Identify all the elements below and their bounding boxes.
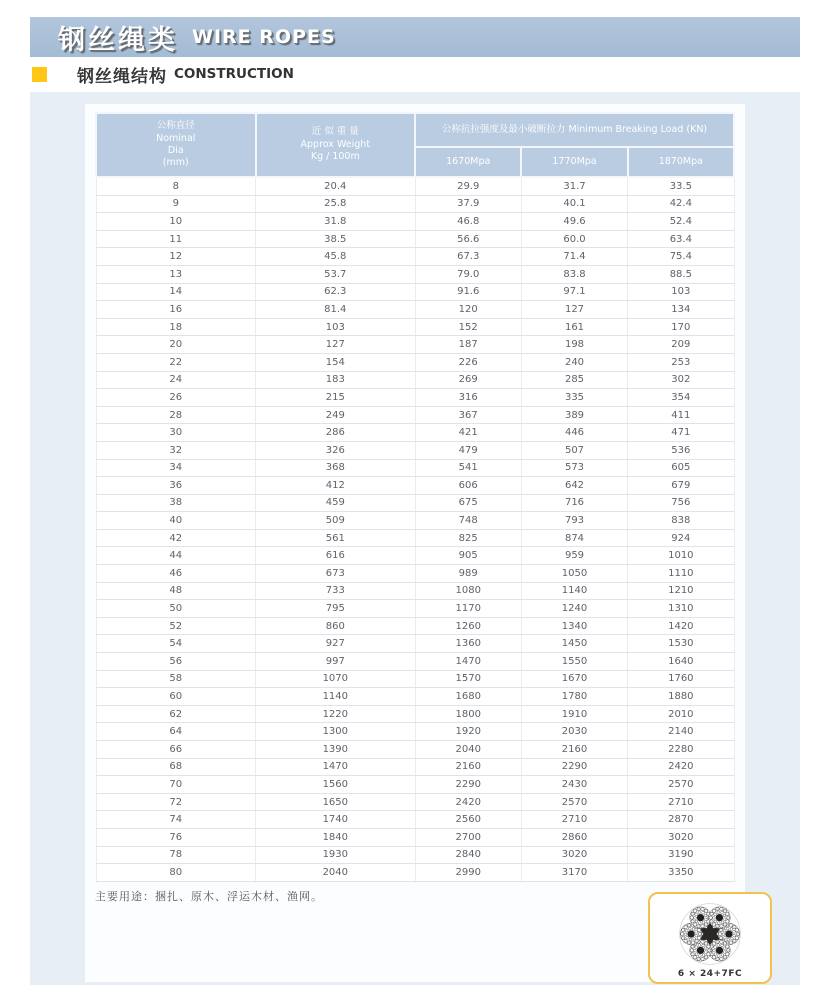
table-cell: 64 bbox=[96, 723, 256, 741]
table-cell: 18 bbox=[96, 318, 256, 336]
table-row bbox=[96, 177, 734, 195]
table-cell: 127 bbox=[521, 301, 627, 319]
table-cell: 72 bbox=[96, 793, 256, 811]
table-cell: 71.4 bbox=[521, 248, 627, 266]
table-cell: 959 bbox=[521, 547, 627, 565]
table-cell: 1420 bbox=[628, 617, 734, 635]
table-cell: 63.4 bbox=[628, 230, 734, 248]
table-cell: 675 bbox=[415, 494, 521, 512]
table-cell: 927 bbox=[256, 635, 416, 653]
rope-cross-section-box bbox=[648, 892, 772, 984]
table-cell: 507 bbox=[521, 441, 627, 459]
table-cell: 1360 bbox=[415, 635, 521, 653]
table-cell: 459 bbox=[256, 494, 416, 512]
table-cell: 2040 bbox=[256, 864, 416, 882]
table-row bbox=[96, 336, 734, 354]
section-title-en: CONSTRUCTION bbox=[174, 66, 294, 82]
table-cell: 1010 bbox=[628, 547, 734, 565]
table-cell: 152 bbox=[415, 318, 521, 336]
table-cell: 49.6 bbox=[521, 213, 627, 231]
table-row bbox=[96, 213, 734, 231]
table-row bbox=[96, 529, 734, 547]
table-cell: 2430 bbox=[521, 776, 627, 794]
table-cell: 33.5 bbox=[628, 177, 734, 195]
table-cell: 30 bbox=[96, 424, 256, 442]
table-row bbox=[96, 265, 734, 283]
table-row bbox=[96, 494, 734, 512]
table-cell: 44 bbox=[96, 547, 256, 565]
table-cell: 2860 bbox=[521, 828, 627, 846]
table-cell: 2010 bbox=[628, 705, 734, 723]
table-cell: 31.8 bbox=[256, 213, 416, 231]
table-cell: 97.1 bbox=[521, 283, 627, 301]
table-row bbox=[96, 301, 734, 319]
table-cell: 541 bbox=[415, 459, 521, 477]
table-row bbox=[96, 635, 734, 653]
table-cell: 46.8 bbox=[415, 213, 521, 231]
table-cell: 24 bbox=[96, 371, 256, 389]
table-cell: 8 bbox=[96, 177, 256, 195]
table-cell: 209 bbox=[628, 336, 734, 354]
table-cell: 9 bbox=[96, 195, 256, 213]
table-cell: 29.9 bbox=[415, 177, 521, 195]
table-cell: 642 bbox=[521, 477, 627, 495]
table-cell: 68 bbox=[96, 758, 256, 776]
rope-construction-label: 6 × 24+7FC bbox=[677, 969, 743, 979]
table-cell: 1300 bbox=[256, 723, 416, 741]
table-row bbox=[96, 512, 734, 530]
table-row bbox=[96, 283, 734, 301]
table-row bbox=[96, 195, 734, 213]
header-breaking-load-group: 公称抗拉强度及最小破断拉力 Minimum Breaking Load (KN) bbox=[415, 113, 734, 147]
table-row bbox=[96, 318, 734, 336]
table-cell: 536 bbox=[628, 441, 734, 459]
table-cell: 1760 bbox=[628, 670, 734, 688]
table-cell: 1910 bbox=[521, 705, 627, 723]
table-cell: 1930 bbox=[256, 846, 416, 864]
table-cell: 1240 bbox=[521, 600, 627, 618]
table-cell: 34 bbox=[96, 459, 256, 477]
table-cell: 421 bbox=[415, 424, 521, 442]
table-cell: 389 bbox=[521, 406, 627, 424]
usage-note: 主要用途：捆扎、原木、浮运木材、渔网。 bbox=[95, 890, 323, 903]
table-row bbox=[96, 459, 734, 477]
table-cell: 67.3 bbox=[415, 248, 521, 266]
table-cell: 58 bbox=[96, 670, 256, 688]
table-cell: 367 bbox=[415, 406, 521, 424]
table-cell: 28 bbox=[96, 406, 256, 424]
table-cell: 3020 bbox=[628, 828, 734, 846]
page-header-bar bbox=[30, 17, 800, 57]
table-cell: 1080 bbox=[415, 582, 521, 600]
table-row bbox=[96, 477, 734, 495]
table-cell: 56.6 bbox=[415, 230, 521, 248]
table-cell: 2290 bbox=[415, 776, 521, 794]
table-cell: 1780 bbox=[521, 688, 627, 706]
table-cell: 924 bbox=[628, 529, 734, 547]
table-row bbox=[96, 582, 734, 600]
table-row bbox=[96, 565, 734, 583]
table-cell: 249 bbox=[256, 406, 416, 424]
table-cell: 286 bbox=[256, 424, 416, 442]
table-cell: 1050 bbox=[521, 565, 627, 583]
table-cell: 673 bbox=[256, 565, 416, 583]
table-cell: 1680 bbox=[415, 688, 521, 706]
table-cell: 1140 bbox=[256, 688, 416, 706]
table-cell: 198 bbox=[521, 336, 627, 354]
table-cell: 11 bbox=[96, 230, 256, 248]
table-cell: 42.4 bbox=[628, 195, 734, 213]
table-cell: 1110 bbox=[628, 565, 734, 583]
table-cell: 2570 bbox=[628, 776, 734, 794]
table-cell: 60 bbox=[96, 688, 256, 706]
table-cell: 53.7 bbox=[256, 265, 416, 283]
table-cell: 226 bbox=[415, 353, 521, 371]
page-title-zh: 钢丝绳类 bbox=[58, 24, 178, 56]
table-cell: 825 bbox=[415, 529, 521, 547]
table-cell: 16 bbox=[96, 301, 256, 319]
table-cell: 14 bbox=[96, 283, 256, 301]
table-cell: 12 bbox=[96, 248, 256, 266]
table-cell: 2290 bbox=[521, 758, 627, 776]
table-row bbox=[96, 389, 734, 407]
table-cell: 42 bbox=[96, 529, 256, 547]
table-row bbox=[96, 793, 734, 811]
table-cell: 38 bbox=[96, 494, 256, 512]
table-row bbox=[96, 248, 734, 266]
table-cell: 81.4 bbox=[256, 301, 416, 319]
table-row bbox=[96, 811, 734, 829]
table-row bbox=[96, 600, 734, 618]
table-cell: 1560 bbox=[256, 776, 416, 794]
table-cell: 13 bbox=[96, 265, 256, 283]
table-cell: 2420 bbox=[415, 793, 521, 811]
table-header bbox=[96, 113, 734, 177]
table-row bbox=[96, 424, 734, 442]
table-cell: 3170 bbox=[521, 864, 627, 882]
table-cell: 1140 bbox=[521, 582, 627, 600]
table-cell: 134 bbox=[628, 301, 734, 319]
table-cell: 1740 bbox=[256, 811, 416, 829]
table-cell: 471 bbox=[628, 424, 734, 442]
table-cell: 756 bbox=[628, 494, 734, 512]
table-cell: 60.0 bbox=[521, 230, 627, 248]
table-cell: 74 bbox=[96, 811, 256, 829]
table-cell: 838 bbox=[628, 512, 734, 530]
table-cell: 2870 bbox=[628, 811, 734, 829]
table-cell: 2700 bbox=[415, 828, 521, 846]
table-row bbox=[96, 864, 734, 882]
table-cell: 103 bbox=[628, 283, 734, 301]
table-cell: 37.9 bbox=[415, 195, 521, 213]
table-cell: 1450 bbox=[521, 635, 627, 653]
content-panel bbox=[30, 92, 800, 985]
table-cell: 70 bbox=[96, 776, 256, 794]
table-row bbox=[96, 353, 734, 371]
table-cell: 368 bbox=[256, 459, 416, 477]
table-cell: 78 bbox=[96, 846, 256, 864]
table-cell: 1640 bbox=[628, 653, 734, 671]
header-grade-1770: 1770Mpa bbox=[521, 147, 627, 177]
table-row bbox=[96, 846, 734, 864]
table-cell: 2420 bbox=[628, 758, 734, 776]
table-cell: 2160 bbox=[415, 758, 521, 776]
table-cell: 2560 bbox=[415, 811, 521, 829]
table-cell: 31.7 bbox=[521, 177, 627, 195]
table-cell: 316 bbox=[415, 389, 521, 407]
table-cell: 26 bbox=[96, 389, 256, 407]
table-cell: 253 bbox=[628, 353, 734, 371]
table-cell: 285 bbox=[521, 371, 627, 389]
table-cell: 354 bbox=[628, 389, 734, 407]
table-row bbox=[96, 230, 734, 248]
table-cell: 509 bbox=[256, 512, 416, 530]
table-cell: 997 bbox=[256, 653, 416, 671]
table-cell: 1550 bbox=[521, 653, 627, 671]
section-title-zh: 钢丝绳结构 bbox=[77, 66, 167, 87]
table-cell: 573 bbox=[521, 459, 627, 477]
table-cell: 62.3 bbox=[256, 283, 416, 301]
table-cell: 269 bbox=[415, 371, 521, 389]
table-cell: 1390 bbox=[256, 741, 416, 759]
table-cell: 2160 bbox=[521, 741, 627, 759]
table-cell: 793 bbox=[521, 512, 627, 530]
table-cell: 154 bbox=[256, 353, 416, 371]
table-cell: 3020 bbox=[521, 846, 627, 864]
table-cell: 3190 bbox=[628, 846, 734, 864]
table-cell: 1650 bbox=[256, 793, 416, 811]
table-cell: 1260 bbox=[415, 617, 521, 635]
table-cell: 1170 bbox=[415, 600, 521, 618]
section-bullet-icon bbox=[32, 67, 47, 82]
table-cell: 10 bbox=[96, 213, 256, 231]
table-cell: 1800 bbox=[415, 705, 521, 723]
table-cell: 2570 bbox=[521, 793, 627, 811]
table-cell: 302 bbox=[628, 371, 734, 389]
table-cell: 1210 bbox=[628, 582, 734, 600]
table-cell: 561 bbox=[256, 529, 416, 547]
header-nominal-dia: 公称直径 Nominal Dia (mm) bbox=[96, 113, 256, 177]
table-cell: 50 bbox=[96, 600, 256, 618]
section-heading bbox=[32, 63, 294, 85]
table-cell: 606 bbox=[415, 477, 521, 495]
table-cell: 170 bbox=[628, 318, 734, 336]
table-cell: 1670 bbox=[521, 670, 627, 688]
table-cell: 874 bbox=[521, 529, 627, 547]
table-cell: 446 bbox=[521, 424, 627, 442]
table-cell: 20 bbox=[96, 336, 256, 354]
table-cell: 1840 bbox=[256, 828, 416, 846]
table-cell: 748 bbox=[415, 512, 521, 530]
table-cell: 75.4 bbox=[628, 248, 734, 266]
table-cell: 215 bbox=[256, 389, 416, 407]
table-cell: 80 bbox=[96, 864, 256, 882]
table-row bbox=[96, 371, 734, 389]
table-cell: 40.1 bbox=[521, 195, 627, 213]
wire-rope-spec-table bbox=[95, 112, 735, 882]
table-cell: 32 bbox=[96, 441, 256, 459]
table-cell: 240 bbox=[521, 353, 627, 371]
table-cell: 1920 bbox=[415, 723, 521, 741]
table-cell: 2140 bbox=[628, 723, 734, 741]
table-cell: 62 bbox=[96, 705, 256, 723]
table-cell: 66 bbox=[96, 741, 256, 759]
table-row bbox=[96, 670, 734, 688]
table-row bbox=[96, 617, 734, 635]
table-cell: 616 bbox=[256, 547, 416, 565]
table-cell: 20.4 bbox=[256, 177, 416, 195]
table-cell: 605 bbox=[628, 459, 734, 477]
table-cell: 52.4 bbox=[628, 213, 734, 231]
table-cell: 2710 bbox=[628, 793, 734, 811]
table-cell: 2710 bbox=[521, 811, 627, 829]
table-row bbox=[96, 688, 734, 706]
table-row bbox=[96, 705, 734, 723]
table-cell: 25.8 bbox=[256, 195, 416, 213]
table-cell: 76 bbox=[96, 828, 256, 846]
table-row bbox=[96, 406, 734, 424]
table-cell: 22 bbox=[96, 353, 256, 371]
table-cell: 479 bbox=[415, 441, 521, 459]
header-grade-1670: 1670Mpa bbox=[415, 147, 521, 177]
table-cell: 2280 bbox=[628, 741, 734, 759]
table-cell: 905 bbox=[415, 547, 521, 565]
rope-cross-section-icon bbox=[658, 901, 762, 967]
table-row bbox=[96, 547, 734, 565]
table-cell: 52 bbox=[96, 617, 256, 635]
table-cell: 716 bbox=[521, 494, 627, 512]
table-row bbox=[96, 776, 734, 794]
table-cell: 91.6 bbox=[415, 283, 521, 301]
table-cell: 161 bbox=[521, 318, 627, 336]
table-cell: 183 bbox=[256, 371, 416, 389]
table-cell: 2990 bbox=[415, 864, 521, 882]
table-cell: 46 bbox=[96, 565, 256, 583]
table-row bbox=[96, 441, 734, 459]
table-row bbox=[96, 741, 734, 759]
table-row bbox=[96, 723, 734, 741]
table-cell: 1530 bbox=[628, 635, 734, 653]
table-cell: 1340 bbox=[521, 617, 627, 635]
header-approx-weight: 近 似 重 量 Approx Weight Kg / 100m bbox=[256, 113, 416, 177]
table-cell: 411 bbox=[628, 406, 734, 424]
table-cell: 40 bbox=[96, 512, 256, 530]
table-cell: 326 bbox=[256, 441, 416, 459]
table-cell: 1070 bbox=[256, 670, 416, 688]
table-cell: 1470 bbox=[415, 653, 521, 671]
table-cell: 2040 bbox=[415, 741, 521, 759]
table-cell: 36 bbox=[96, 477, 256, 495]
page-title-en: WIRE ROPES bbox=[192, 26, 336, 48]
table-cell: 88.5 bbox=[628, 265, 734, 283]
table-cell: 412 bbox=[256, 477, 416, 495]
table-row bbox=[96, 758, 734, 776]
table-cell: 989 bbox=[415, 565, 521, 583]
table-cell: 83.8 bbox=[521, 265, 627, 283]
table-cell: 679 bbox=[628, 477, 734, 495]
table-cell: 54 bbox=[96, 635, 256, 653]
table-cell: 2840 bbox=[415, 846, 521, 864]
table-cell: 2030 bbox=[521, 723, 627, 741]
table-cell: 795 bbox=[256, 600, 416, 618]
table-cell: 187 bbox=[415, 336, 521, 354]
table-cell: 48 bbox=[96, 582, 256, 600]
table-cell: 1470 bbox=[256, 758, 416, 776]
table-cell: 79.0 bbox=[415, 265, 521, 283]
table-row bbox=[96, 828, 734, 846]
table-cell: 1220 bbox=[256, 705, 416, 723]
table-body bbox=[96, 177, 734, 881]
table-cell: 860 bbox=[256, 617, 416, 635]
table-cell: 1570 bbox=[415, 670, 521, 688]
table-cell: 56 bbox=[96, 653, 256, 671]
table-row bbox=[96, 653, 734, 671]
table-cell: 1310 bbox=[628, 600, 734, 618]
header-grade-1870: 1870Mpa bbox=[628, 147, 734, 177]
table-cell: 45.8 bbox=[256, 248, 416, 266]
table-cell: 1880 bbox=[628, 688, 734, 706]
table-cell: 103 bbox=[256, 318, 416, 336]
table-cell: 127 bbox=[256, 336, 416, 354]
table-cell: 120 bbox=[415, 301, 521, 319]
table-cell: 733 bbox=[256, 582, 416, 600]
table-cell: 38.5 bbox=[256, 230, 416, 248]
table-cell: 335 bbox=[521, 389, 627, 407]
table-cell: 3350 bbox=[628, 864, 734, 882]
